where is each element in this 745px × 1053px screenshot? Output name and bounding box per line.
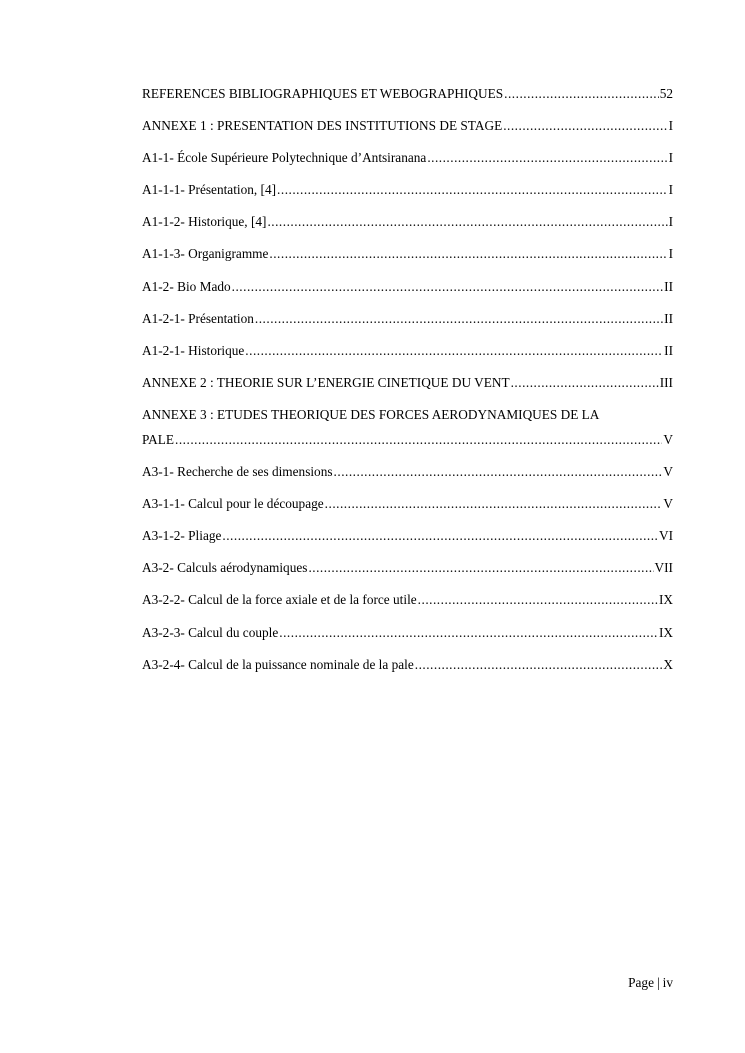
toc-entry-title: A3-2-3- Calcul du couple bbox=[142, 624, 279, 640]
toc-entry-page: I bbox=[668, 214, 673, 230]
toc-entry-page: V bbox=[663, 496, 673, 512]
toc-entry[interactable] bbox=[142, 528, 673, 544]
toc-entry-page: VII bbox=[654, 560, 673, 576]
toc-leader-dots bbox=[415, 657, 663, 673]
toc-entry[interactable] bbox=[142, 375, 673, 391]
toc-entry[interactable] bbox=[142, 343, 673, 359]
toc-leader-dots bbox=[269, 246, 667, 262]
toc-entry-page: I bbox=[668, 182, 673, 198]
toc-leader-dots bbox=[279, 625, 658, 641]
toc-entry-page: X bbox=[663, 656, 673, 672]
toc-leader-dots bbox=[511, 375, 659, 391]
toc-entry-title: A1-1-3- Organigramme bbox=[142, 246, 269, 262]
toc-entry[interactable] bbox=[142, 657, 673, 673]
toc-entry-title: A3-2- Calculs aérodynamiques bbox=[142, 560, 308, 576]
toc-entry[interactable] bbox=[142, 592, 673, 608]
toc-entry[interactable] bbox=[142, 560, 673, 576]
toc-entry-page: V bbox=[663, 464, 673, 480]
toc-entry-page: IX bbox=[658, 592, 673, 608]
toc-leader-dots bbox=[504, 86, 659, 102]
footer-separator: | bbox=[656, 975, 660, 990]
toc-entry-title: A1-2-1- Historique bbox=[142, 342, 245, 358]
toc-entry-title-line1: ANNEXE 3 : ETUDES THEORIQUE DES FORCES AERODYNAMIQUES DE LA bbox=[142, 406, 600, 422]
toc-leader-dots bbox=[277, 182, 668, 198]
toc-entry-title: A1-1- École Supérieure Polytechnique d’Antsiranana bbox=[142, 150, 427, 166]
toc-entry[interactable] bbox=[142, 182, 673, 198]
toc-leader-dots bbox=[427, 150, 667, 166]
table-of-contents bbox=[142, 86, 673, 689]
toc-leader-dots bbox=[175, 432, 662, 448]
toc-leader-dots bbox=[503, 118, 667, 134]
toc-entry-page: 52 bbox=[659, 86, 673, 101]
toc-entry[interactable] bbox=[142, 150, 673, 166]
toc-entry-title: REFERENCES BIBLIOGRAPHIQUES ET WEBOGRAPHIQUES bbox=[142, 86, 504, 101]
toc-entry-title: A3-1-1- Calcul pour le découpage bbox=[142, 496, 324, 512]
toc-entry-title: ANNEXE 1 : PRESENTATION DES INSTITUTIONS DE STAGE bbox=[142, 118, 503, 134]
toc-entry[interactable] bbox=[142, 214, 673, 230]
toc-entry-page: II bbox=[664, 278, 673, 294]
toc-leader-dots bbox=[325, 496, 663, 512]
footer-page-label: Page bbox=[628, 975, 654, 990]
toc-leader-dots bbox=[232, 279, 664, 295]
toc-entry[interactable] bbox=[142, 279, 673, 295]
toc-entry-title: A3-1-2- Pliage bbox=[142, 528, 222, 544]
toc-entry-title: A3-2-4- Calcul de la puissance nominale de la pale bbox=[142, 656, 414, 672]
toc-entry-page: V bbox=[663, 431, 673, 447]
toc-leader-dots bbox=[222, 528, 658, 544]
toc-entry-page: IX bbox=[658, 624, 673, 640]
toc-entry[interactable] bbox=[142, 464, 673, 480]
toc-entry[interactable] bbox=[142, 625, 673, 641]
toc-entry-title: A1-1-2- Historique, [4] bbox=[142, 214, 267, 230]
toc-leader-dots bbox=[418, 592, 658, 608]
toc-entry-title: A1-1-1- Présentation, [4] bbox=[142, 182, 277, 198]
toc-entry[interactable] bbox=[142, 311, 673, 327]
toc-entry-title: A1-2-1- Présentation bbox=[142, 310, 254, 326]
toc-entry-title: A3-1- Recherche de ses dimensions bbox=[142, 464, 333, 480]
footer-page-number: iv bbox=[662, 975, 673, 990]
toc-leader-dots bbox=[245, 343, 663, 359]
toc-leader-dots bbox=[267, 214, 667, 230]
toc-leader-dots bbox=[255, 311, 663, 327]
toc-entry-page: I bbox=[668, 150, 673, 166]
toc-entry-page: I bbox=[668, 118, 673, 134]
toc-entry[interactable] bbox=[142, 118, 673, 134]
toc-entry-title: A1-2- Bio Mado bbox=[142, 278, 231, 294]
toc-entry[interactable] bbox=[142, 496, 673, 512]
toc-leader-dots bbox=[334, 464, 663, 480]
toc-leader-dots bbox=[308, 560, 653, 576]
toc-entry-page: III bbox=[659, 374, 673, 390]
toc-entry-multiline[interactable] bbox=[142, 407, 673, 448]
toc-entry-page: VI bbox=[658, 528, 673, 544]
toc-entry-page: II bbox=[664, 342, 673, 358]
toc-entry-page: I bbox=[668, 246, 673, 262]
toc-entry[interactable] bbox=[142, 86, 673, 102]
page-footer bbox=[628, 975, 673, 991]
toc-entry-title: A3-2-2- Calcul de la force axiale et de la force utile bbox=[142, 592, 417, 608]
toc-entry-title: PALE bbox=[142, 431, 175, 447]
toc-entry[interactable] bbox=[142, 246, 673, 262]
toc-entry-page: II bbox=[664, 310, 673, 326]
toc-entry-title: ANNEXE 2 : THEORIE SUR L’ENERGIE CINETIQUE DU VENT bbox=[142, 374, 510, 390]
